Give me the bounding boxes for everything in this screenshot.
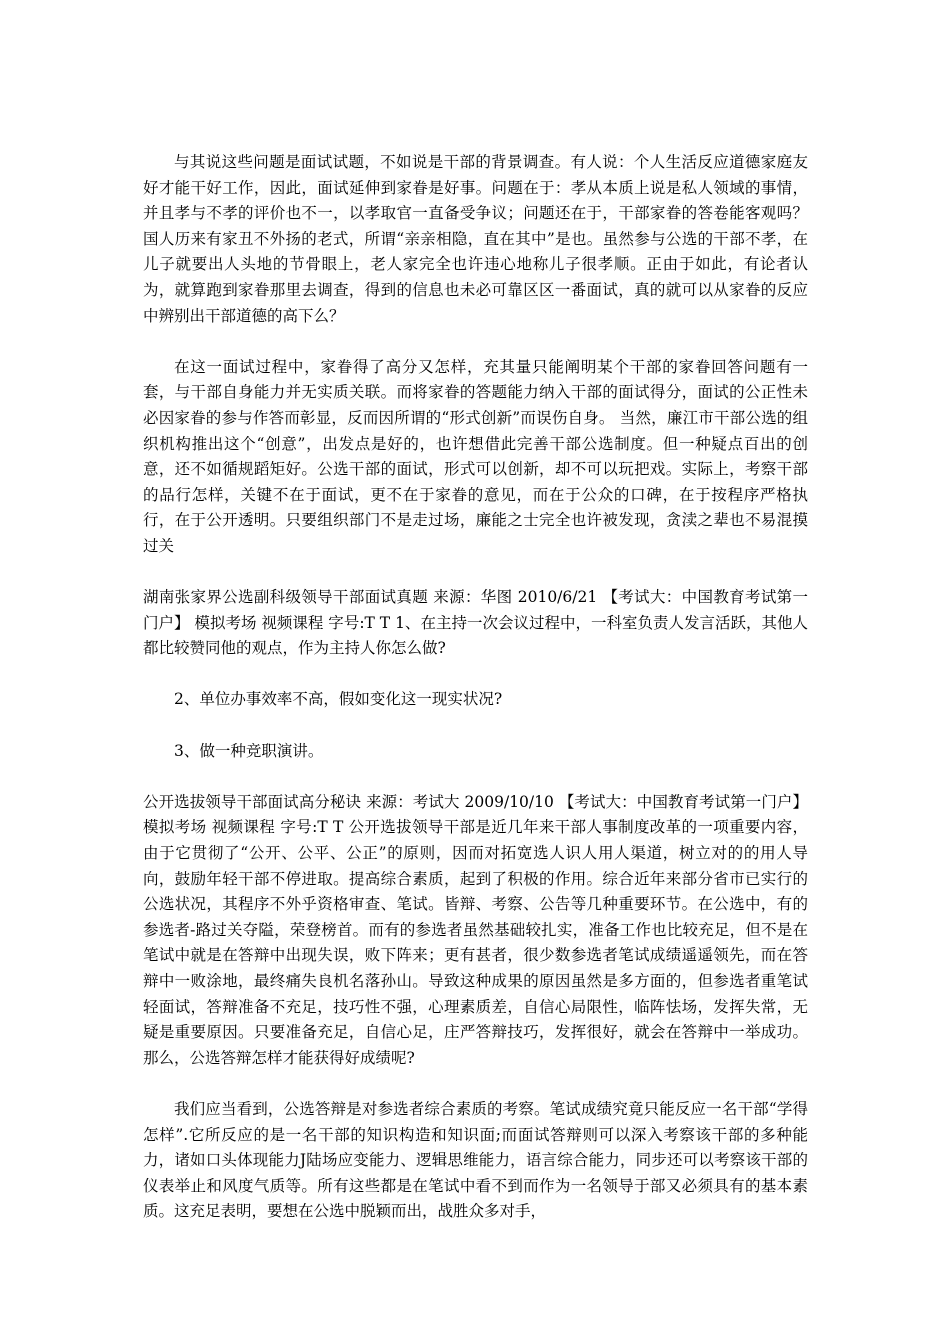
paragraph-interview-background: 与其说这些问题是面试试题，不如说是干部的背景调查。有人说：个人生活反应道德家庭友好才能干好工作，因此，面试延伸到家眷是好事。问题在于：孝从本质上说是私人领域的事情，并且孝与不孝的评价也不一，以孝取官一直备受争议；问题还在于，干部家眷的答卷能客观吗？国人历来有家丑不外扬的老式，所谓“亲亲相隐，直在其中”是也。虽然参与公选的干部不孝，在儿子就要出人头地的节骨眼上，老人家完全也许违心地称儿子很孝顺。正由于如此，有论者认为，就算跑到家眷那里去调查，得到的信息也未必可靠区区一番面试，真的就可以从家眷的反应中辨别出干部道德的高下么？ — [143, 153, 808, 325]
paragraph-family-scoring: 在这一面试过程中，家眷得了高分又怎样，充其量只能阐明某个干部的家眷回答问题有一套，与干部自身能力并无实质关联。而将家眷的答题能力纳入干部的面试得分，面试的公正性未必因家眷的参与作答而彰显，反而因所谓的“形式创新”而误伤自身。 当然，廉江市干部公选的组织机构推出这个“创意”，出发点是好的，也许想借此完善干部公选制度。但一种疑点百出的创意，还不如循规蹈矩好。公选干部的面试，形式可以创新，却不可以玩把戏。实际上，考察干部的品行怎样，关键不在于面试，更不在于家眷的意见，而在于公众的口碑，在于按程序严格执行，在于公开透明。只要组织部门不是走过场，廉能之士完全也许被发现，贪渎之辈也不易混摸过关 — [143, 357, 808, 555]
paragraph-interview-tips: 公开选拔领导干部面试高分秘诀 来源：考试大 2009/10/10 【考试大：中国教育考试第一门户】 模拟考场 视频课程 字号:T T 公开选拔领导干部是近几年来干部人事制度改革的一项重要内容，由于它贯彻了“公开、公平、公正”的原则，因而对拓宽选人识人用人渠道，树立对的的用人导向，鼓励年轻干部不停进取。提高综合素质，起到了积极的作用。综合近年来部分省市已实行的公选状况，其程序不外乎资格审查、笔试。皆辩、考察、公告等几种重要环节。在公选中，有的参选者-路过关夺隘，荣登榜首。而有的参选者虽然基础较扎实，准备工作也比较充足，但不是在笔试中就是在答辩中出现失误，败下阵来；更有甚者，很少数参选者笔试成绩遥遥领先，而在答辩中一败涂地，最终痛失良机名落孙山。导致这种成果的原因虽然是多方面的，但参选者重笔试轻面试，答辩准备不充足，技巧性不强，心理素质差，自信心局限性，临阵怯场，发挥失常，无疑是重要原因。只要准备充足，自信心足，庄严答辩技巧，发挥很好，就会在答辩中一举成功。那么，公选答辩怎样才能获得好成绩呢? — [143, 792, 808, 1067]
document-page — [143, 150, 808, 1251]
paragraph-zhangjiajie-questions: 湖南张家界公选副科级领导干部面试真题 来源：华图 2010/6/21 【考试大：中国教育考试第一门户】 模拟考场 视频课程 字号:T T 1、在主持一次会议过程中，一科室负责人发言活跃，其他人都比较赞同他的观点，作为主持人你怎么做? — [143, 588, 808, 658]
paragraph-question-3: 3、做一种竞职演讲。 — [174, 741, 324, 760]
paragraph-question-2: 2、单位办事效率不高，假如变化这一现实状况? — [174, 690, 503, 709]
paragraph-comprehensive-quality: 我们应当看到，公选答辩是对参选者综合素质的考察。笔试成绩究竟只能反应一名干部“学得怎样”.它所反应的是一名干部的知识构造和知识面;而面试答辩则可以深入考察该干部的多种能力，诸如口头体现能力J陆场应变能力、逻辑思维能力，语言综合能力，同步还可以考察该干部的仪表举止和风度气质等。所有这些都是在笔试中看不到而作为一名领导于部又必须具有的基本素质。这充足表明，要想在公选中脱颖而出，战胜众多对手， — [143, 1099, 808, 1221]
